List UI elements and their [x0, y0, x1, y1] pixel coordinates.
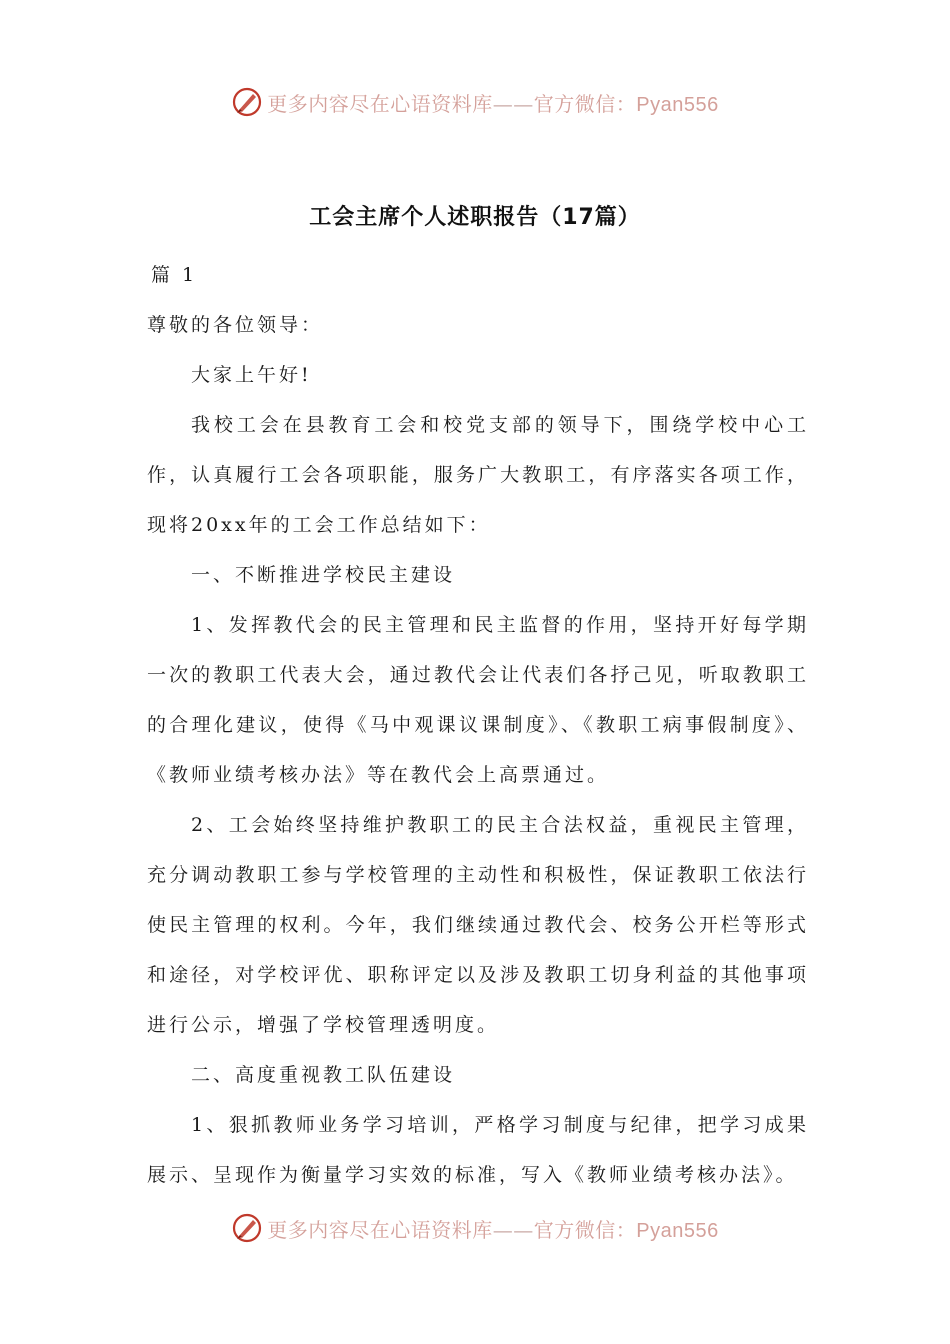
document-title: 工会主席个人述职报告（17篇）: [309, 205, 641, 230]
watermark-text: [267, 88, 718, 117]
pen-nib-logo-icon: [231, 1212, 263, 1244]
section-label: 篇 1: [151, 264, 198, 286]
paragraph-intro: 我校工会在县教育工会和校党支部的领导下，围绕学校中心工作，认真履行工会各项职能，服务广大教职工，有序落实各项工作，现将20xx年的工会工作总结如下：: [147, 414, 809, 536]
watermark-wechat: 官方微信：Pyan556: [533, 93, 719, 116]
watermark-wechat: 官方微信：Pyan556: [533, 1219, 719, 1242]
heading-team-building: 二、高度重视教工队伍建设: [191, 1064, 456, 1086]
footer-watermark-banner: [0, 1208, 950, 1248]
watermark-dash: ——: [492, 91, 534, 116]
greeting: 大家上午好!: [191, 364, 312, 386]
salutation: 尊敬的各位领导：: [147, 314, 324, 336]
paragraph-democracy-2: 2、工会始终坚持维护教职工的民主合法权益，重视民主管理，充分调动教职工参与学校管理的主动性和积极性，保证教职工依法行使民主管理的权利。今年，我们继续通过教代会、校务公开栏等形式和途径，对学校评优、职称评定以及涉及教职工切身利益的其他事项进行公示，增强了学校管理透明度。: [147, 814, 809, 1036]
paragraph-democracy-1: 1、发挥教代会的民主管理和民主监督的作用，坚持开好每学期一次的教职工代表大会，通过教代会让代表们各抒己见，听取教职工的合理化建议，使得《马中观课议课制度》、《教职工病事假制度》、《教师业绩考核办法》等在教代会上高票通过。: [147, 614, 809, 786]
heading-democracy: 一、不断推进学校民主建设: [191, 564, 456, 586]
document-body: [147, 250, 809, 1200]
header-watermark-banner: [0, 82, 950, 122]
paragraph-team-building-1: 1、狠抓教师业务学习培训，严格学习制度与纪律，把学习成果展示、呈现作为衡量学习实效的标准，写入《教师业绩考核办法》。: [147, 1114, 809, 1186]
watermark-text: [267, 1214, 718, 1243]
watermark-dash: ——: [492, 1217, 534, 1242]
pen-nib-logo-icon: [231, 86, 263, 118]
watermark-main: 更多内容尽在心语资料库: [267, 91, 493, 116]
watermark-main: 更多内容尽在心语资料库: [267, 1217, 493, 1242]
